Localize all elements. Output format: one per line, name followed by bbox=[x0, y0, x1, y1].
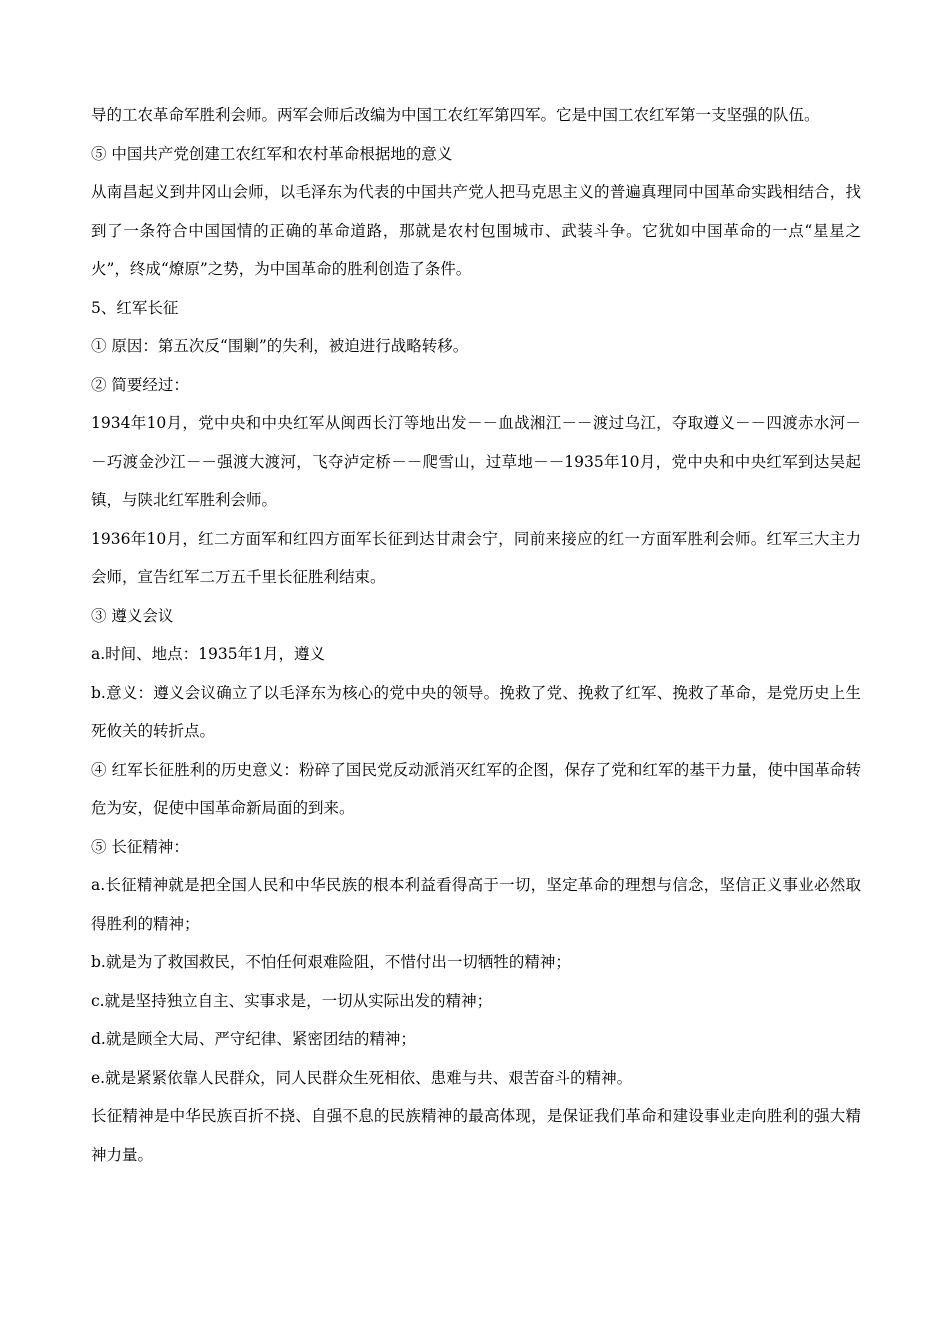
spirit-item-a: a.长征精神就是把全国人民和中华民族的根本利益看得高于一切，坚定革命的理想与信念，坚信正义事业必然取得胜利的精神； bbox=[91, 876, 861, 933]
paragraph-spirit-summary: 长征精神是中华民族百折不挠、自强不息的民族精神的最高体现，是保证我们革命和建设事业走向胜利的强大精神力量。 bbox=[91, 1107, 861, 1164]
item-historical-significance: ④ 红军长征胜利的历史意义：粉碎了国民党反动派消灭红军的企图，保存了党和红军的基干力量，使中国革命转危为安，促使中国革命新局面的到来。 bbox=[91, 760, 861, 817]
paragraph-1936-reunion: 1936年10月，红二方面军和红四方面军长征到达甘肃会宁，同前来接应的红一方面军胜利会师。红军三大主力会师，宣告红军二万五千里长征胜利结束。 bbox=[91, 529, 861, 586]
spirit-item-e: e.就是紧紧依靠人民群众，同人民群众生死相依、患难与共、艰苦奋斗的精神。 bbox=[91, 1068, 633, 1087]
spirit-item-d: d.就是顾全大局、严守纪律、紧密团结的精神； bbox=[91, 1030, 416, 1048]
document-body bbox=[91, 96, 861, 1174]
item-cause: ① 原因：第五次反“围剿”的失利，被迫进行战略转移。 bbox=[91, 337, 469, 355]
section-heading-long-march: 5、红军长征 bbox=[91, 298, 179, 317]
paragraph-1934-route: 1934年10月，党中央和中央红军从闽西长汀等地出发－－血战湘江－－渡过乌江，夺取遵义－－四渡赤水河－－巧渡金沙江－－强渡大渡河，飞夺泸定桥－－爬雪山，过草地－－1935年10月，党中央和中央红军到达吴起镇，与陕北红军胜利会师。 bbox=[91, 414, 861, 509]
heading-significance-of-base-areas: ⑤ 中国共产党创建工农红军和农村革命根据地的意义 bbox=[91, 144, 453, 163]
item-zunyi-time-place: a.时间、地点：1935年1月，遵义 bbox=[91, 645, 325, 663]
item-long-march-spirit-heading: ⑤ 长征精神： bbox=[91, 837, 189, 856]
item-zunyi-conference-heading: ③ 遵义会议 bbox=[91, 606, 174, 625]
item-brief-process-heading: ② 简要经过： bbox=[91, 375, 189, 394]
spirit-item-b: b.就是为了救国救民，不怕任何艰难险阻，不惜付出一切牺牲的精神； bbox=[91, 953, 571, 971]
item-zunyi-significance: b.意义：遵义会议确立了以毛泽东为核心的党中央的领导。挽救了党、挽救了红军、挽救了革命，是党历史上生死攸关的转折点。 bbox=[91, 683, 861, 740]
paragraph-red-army-fourth-army: 导的工农革命军胜利会师。两军会师后改编为中国工农红军第四军。它是中国工农红军第一支坚强的队伍。 bbox=[91, 106, 820, 124]
spirit-item-c: c.就是坚持独立自主、实事求是，一切从实际出发的精神； bbox=[91, 991, 493, 1010]
paragraph-significance-of-base-areas: 从南昌起义到井冈山会师，以毛泽东为代表的中国共产党人把马克思主义的普遍真理同中国革命实践相结合，找到了一条符合中国国情的正确的革命道路，那就是农村包围城市、武装斗争。它犹如中国革命的一点“星星之火”，终成“燎原”之势，为中国革命的胜利创造了条件。 bbox=[91, 183, 861, 278]
